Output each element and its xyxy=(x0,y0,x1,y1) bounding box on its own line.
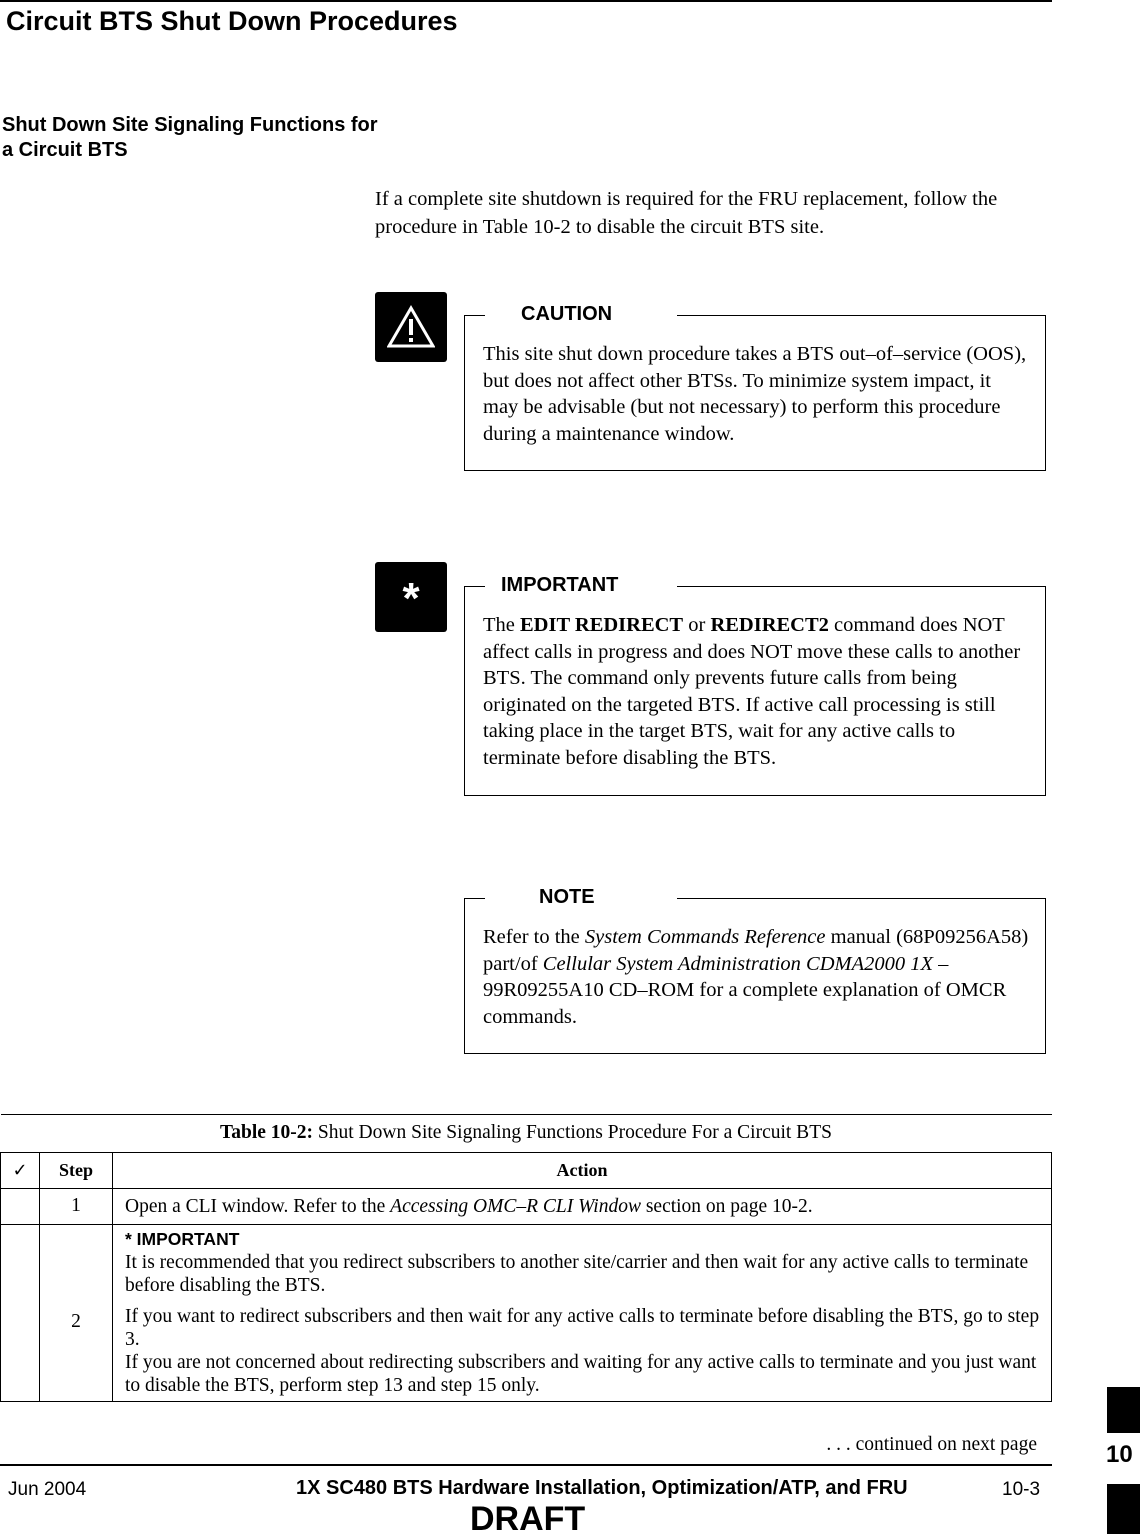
important-text: The EDIT REDIRECT or REDIRECT2 command does NOT affect calls in progress and does NOT move these calls to another BTS. The command only prevents future calls from being originated on the targeted BTS. If active call processing is still taking place in the target BTS, wait for any active calls to terminate before disabling the BTS. xyxy=(483,614,1021,769)
step-column-header: Step xyxy=(40,1153,113,1189)
action-column-header: Action xyxy=(113,1153,1052,1189)
command-edit-redirect: EDIT REDIRECT xyxy=(520,614,684,636)
footer-date: Jun 2004 xyxy=(8,1479,87,1500)
important-label: IMPORTANT xyxy=(501,574,619,596)
check-cell xyxy=(1,1189,40,1225)
caution-label: CAUTION xyxy=(521,303,613,325)
step-number: 2 xyxy=(40,1225,113,1402)
table-row xyxy=(1,1189,1052,1225)
table-header-row xyxy=(1,1153,1052,1189)
header-rule xyxy=(0,0,1052,2)
action-cell xyxy=(113,1225,1052,1402)
table-caption-row xyxy=(1,1115,1052,1153)
section-heading-line2: a Circuit BTS xyxy=(2,139,128,161)
table-row xyxy=(1,1225,1052,1402)
chapter-tab-bottom xyxy=(1107,1484,1140,1534)
chapter-tab-label: 10 xyxy=(1106,1441,1133,1468)
section-heading xyxy=(2,113,442,163)
note-label: NOTE xyxy=(539,886,595,908)
important-asterisk-icon xyxy=(375,562,447,632)
chapter-tab-top xyxy=(1107,1387,1140,1433)
step-paragraph: If you are not concerned about redirecting subscribers and waiting for any active calls to terminate and you just want to disable the BTS, perform step 13 and step 15 only. xyxy=(125,1352,1037,1396)
intro-paragraph: If a complete site shutdown is required for the FRU replacement, follow the procedure in Table 10-2 to disable the circuit BTS site. xyxy=(375,188,998,238)
svg-text:*: * xyxy=(402,575,420,619)
step-paragraph: If you want to redirect subscribers and then wait for any active calls to terminate before disabling the BTS, go to step 3. xyxy=(125,1306,1040,1350)
exclamation-icon xyxy=(387,305,435,349)
command-redirect2: REDIRECT2 xyxy=(710,614,829,636)
note-text: Refer to the System Commands Reference manual (68P09256A58) part/of Cellular System Administration CDMA2000 1X – 99R09255A10 CD–ROM for a complete explanation of OMCR commands. xyxy=(483,926,1029,1028)
caution-exclamation-icon xyxy=(375,292,447,362)
check-cell xyxy=(1,1225,40,1402)
section-heading-line1: Shut Down Site Signaling Functions for xyxy=(2,114,378,136)
caution-box xyxy=(464,303,1046,471)
page-header-title: Circuit BTS Shut Down Procedures xyxy=(6,6,458,36)
action-cell: Open a CLI window. Refer to the Accessing OMC–R CLI Window section on page 10-2. xyxy=(113,1189,1052,1225)
continued-note: . . . continued on next page xyxy=(826,1434,1037,1455)
asterisk-icon xyxy=(389,575,433,619)
step-number: 1 xyxy=(40,1189,113,1225)
caution-text: This site shut down procedure takes a BTS out–of–service (OOS), but does not affect other BTSs. To minimize system impact, it may be advisable (but not necessary) to perform this procedure during a maintenance window. xyxy=(483,343,1027,445)
procedure-table xyxy=(0,1114,1052,1402)
footer-doc-title: 1X SC480 BTS Hardware Installation, Optimization/ATP, and FRU xyxy=(296,1477,908,1499)
check-column-header xyxy=(1,1153,40,1189)
step-important-label: * IMPORTANT xyxy=(125,1229,240,1249)
draft-mark: DRAFT xyxy=(470,1500,586,1538)
footer-page-number: 10-3 xyxy=(1002,1479,1041,1500)
note-box xyxy=(464,886,1046,1054)
table-caption: Table 10-2: Shut Down Site Signaling Functions Procedure For a Circuit BTS xyxy=(1,1115,1052,1153)
checkmark-icon: ✓ xyxy=(12,1160,28,1181)
footer-rule xyxy=(0,1464,1052,1466)
important-box xyxy=(464,574,1046,796)
step-important-text: It is recommended that you redirect subscribers to another site/carrier and then wait for any active calls to terminate before disabling the BTS. xyxy=(125,1252,1029,1296)
